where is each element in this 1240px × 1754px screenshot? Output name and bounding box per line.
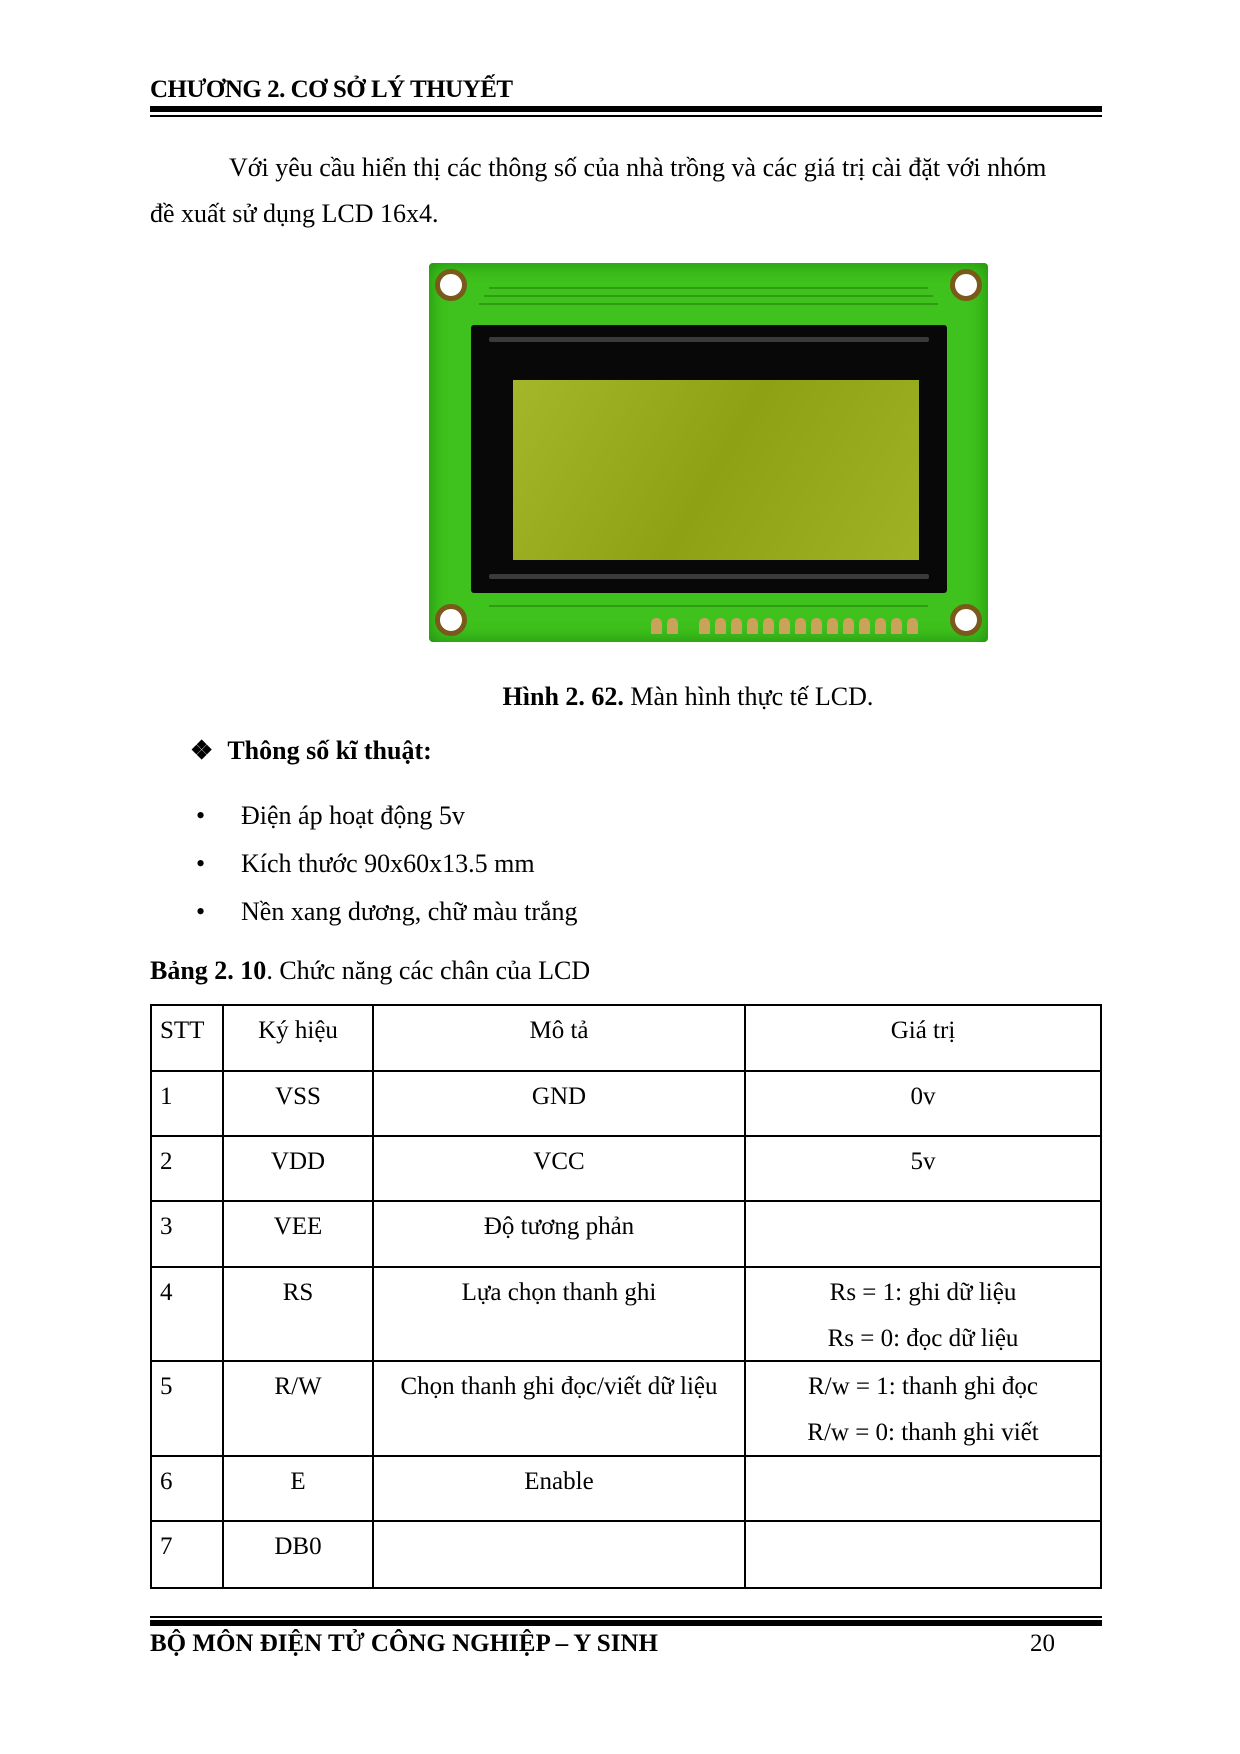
cell-description: Độ tương phản [373, 1201, 745, 1267]
spec-item [196, 888, 578, 935]
chapter-header: CHƯƠNG 2. CƠ SỞ LÝ THUYẾT [150, 76, 513, 103]
figure-caption [0, 673, 1240, 720]
table-row [151, 1521, 1101, 1588]
value-line: R/w = 0: thanh ghi viết [807, 1419, 1039, 1446]
page-number: 20 [1030, 1630, 1055, 1657]
lcd-pin-table [150, 1004, 1102, 1589]
cell-symbol: DB0 [223, 1521, 373, 1588]
table-row [151, 1361, 1101, 1456]
cell-description: VCC [373, 1136, 745, 1201]
figure-caption-text: Màn hình thực tế LCD. [623, 682, 874, 711]
cell-value [745, 1267, 1101, 1361]
table-label: Bảng 2. 10 [150, 956, 267, 985]
footer-department: BỘ MÔN ĐIỆN TỬ CÔNG NGHIỆP – Y SINH [150, 1630, 658, 1657]
specs-heading-text: Thông số kĩ thuật: [227, 736, 432, 765]
table-header-row [151, 1005, 1101, 1071]
cell-value [745, 1201, 1101, 1267]
cell-description: Lựa chọn thanh ghi [373, 1267, 745, 1361]
specs-heading [190, 727, 432, 774]
cell-stt: 1 [151, 1071, 223, 1136]
header-cell: STT [151, 1005, 223, 1071]
table-row [151, 1071, 1101, 1136]
header-rule-thin [150, 115, 1102, 117]
spec-item [196, 792, 465, 839]
value-line: R/w = 1: thanh ghi đọc [807, 1373, 1039, 1400]
cell-symbol: VEE [223, 1201, 373, 1267]
cell-symbol: E [223, 1456, 373, 1521]
table-caption-text: . Chức năng các chân của LCD [266, 956, 591, 985]
cell-value [745, 1521, 1101, 1588]
cell-stt: 5 [151, 1361, 223, 1456]
bullet-icon: • [196, 849, 206, 878]
value-line: Rs = 0: đọc dữ liệu [827, 1325, 1019, 1352]
cell-stt: 2 [151, 1136, 223, 1201]
spec-item-text: Điện áp hoạt động 5v [241, 801, 465, 830]
value-line: Rs = 1: ghi dữ liệu [829, 1279, 1017, 1306]
figure-label: Hình 2. 62. [502, 682, 624, 711]
spec-item-text: Kích thước 90x60x13.5 mm [241, 849, 535, 878]
cell-symbol: R/W [223, 1361, 373, 1456]
intro-line-2: đề xuất sử dụng LCD 16x4. [150, 199, 439, 228]
cell-description: Enable [373, 1456, 745, 1521]
header-cell: Giá trị [745, 1005, 1101, 1071]
cell-description: Chọn thanh ghi đọc/viết dữ liệu [373, 1361, 745, 1456]
table-caption [150, 947, 590, 994]
header-rule-thick [150, 106, 1102, 112]
footer-rule-thin [150, 1616, 1102, 1618]
spec-item [196, 840, 535, 887]
cell-stt: 6 [151, 1456, 223, 1521]
bullet-icon: • [196, 897, 206, 926]
header-cell: Ký hiệu [223, 1005, 373, 1071]
table-row [151, 1136, 1101, 1201]
cell-symbol: VDD [223, 1136, 373, 1201]
cell-symbol: VSS [223, 1071, 373, 1136]
intro-line-1: Với yêu cầu hiển thị các thông số của nhà trồng và các giá trị cài đặt với nhóm [229, 153, 1047, 182]
diamond-bullet-icon: ❖ [190, 736, 214, 765]
cell-value: 0v [745, 1071, 1101, 1136]
cell-description: GND [373, 1071, 745, 1136]
table-row [151, 1201, 1101, 1267]
header-cell: Mô tả [373, 1005, 745, 1071]
lcd-photo [429, 263, 988, 642]
cell-value: 5v [745, 1136, 1101, 1201]
table-row [151, 1456, 1101, 1521]
table-row [151, 1267, 1101, 1361]
cell-value [745, 1361, 1101, 1456]
cell-value [745, 1456, 1101, 1521]
footer-rule-thick [150, 1620, 1102, 1626]
cell-stt: 3 [151, 1201, 223, 1267]
cell-symbol: RS [223, 1267, 373, 1361]
cell-description [373, 1521, 745, 1588]
cell-stt: 4 [151, 1267, 223, 1361]
spec-item-text: Nền xang dương, chữ màu trắng [241, 897, 578, 926]
bullet-icon: • [196, 801, 206, 830]
cell-stt: 7 [151, 1521, 223, 1588]
